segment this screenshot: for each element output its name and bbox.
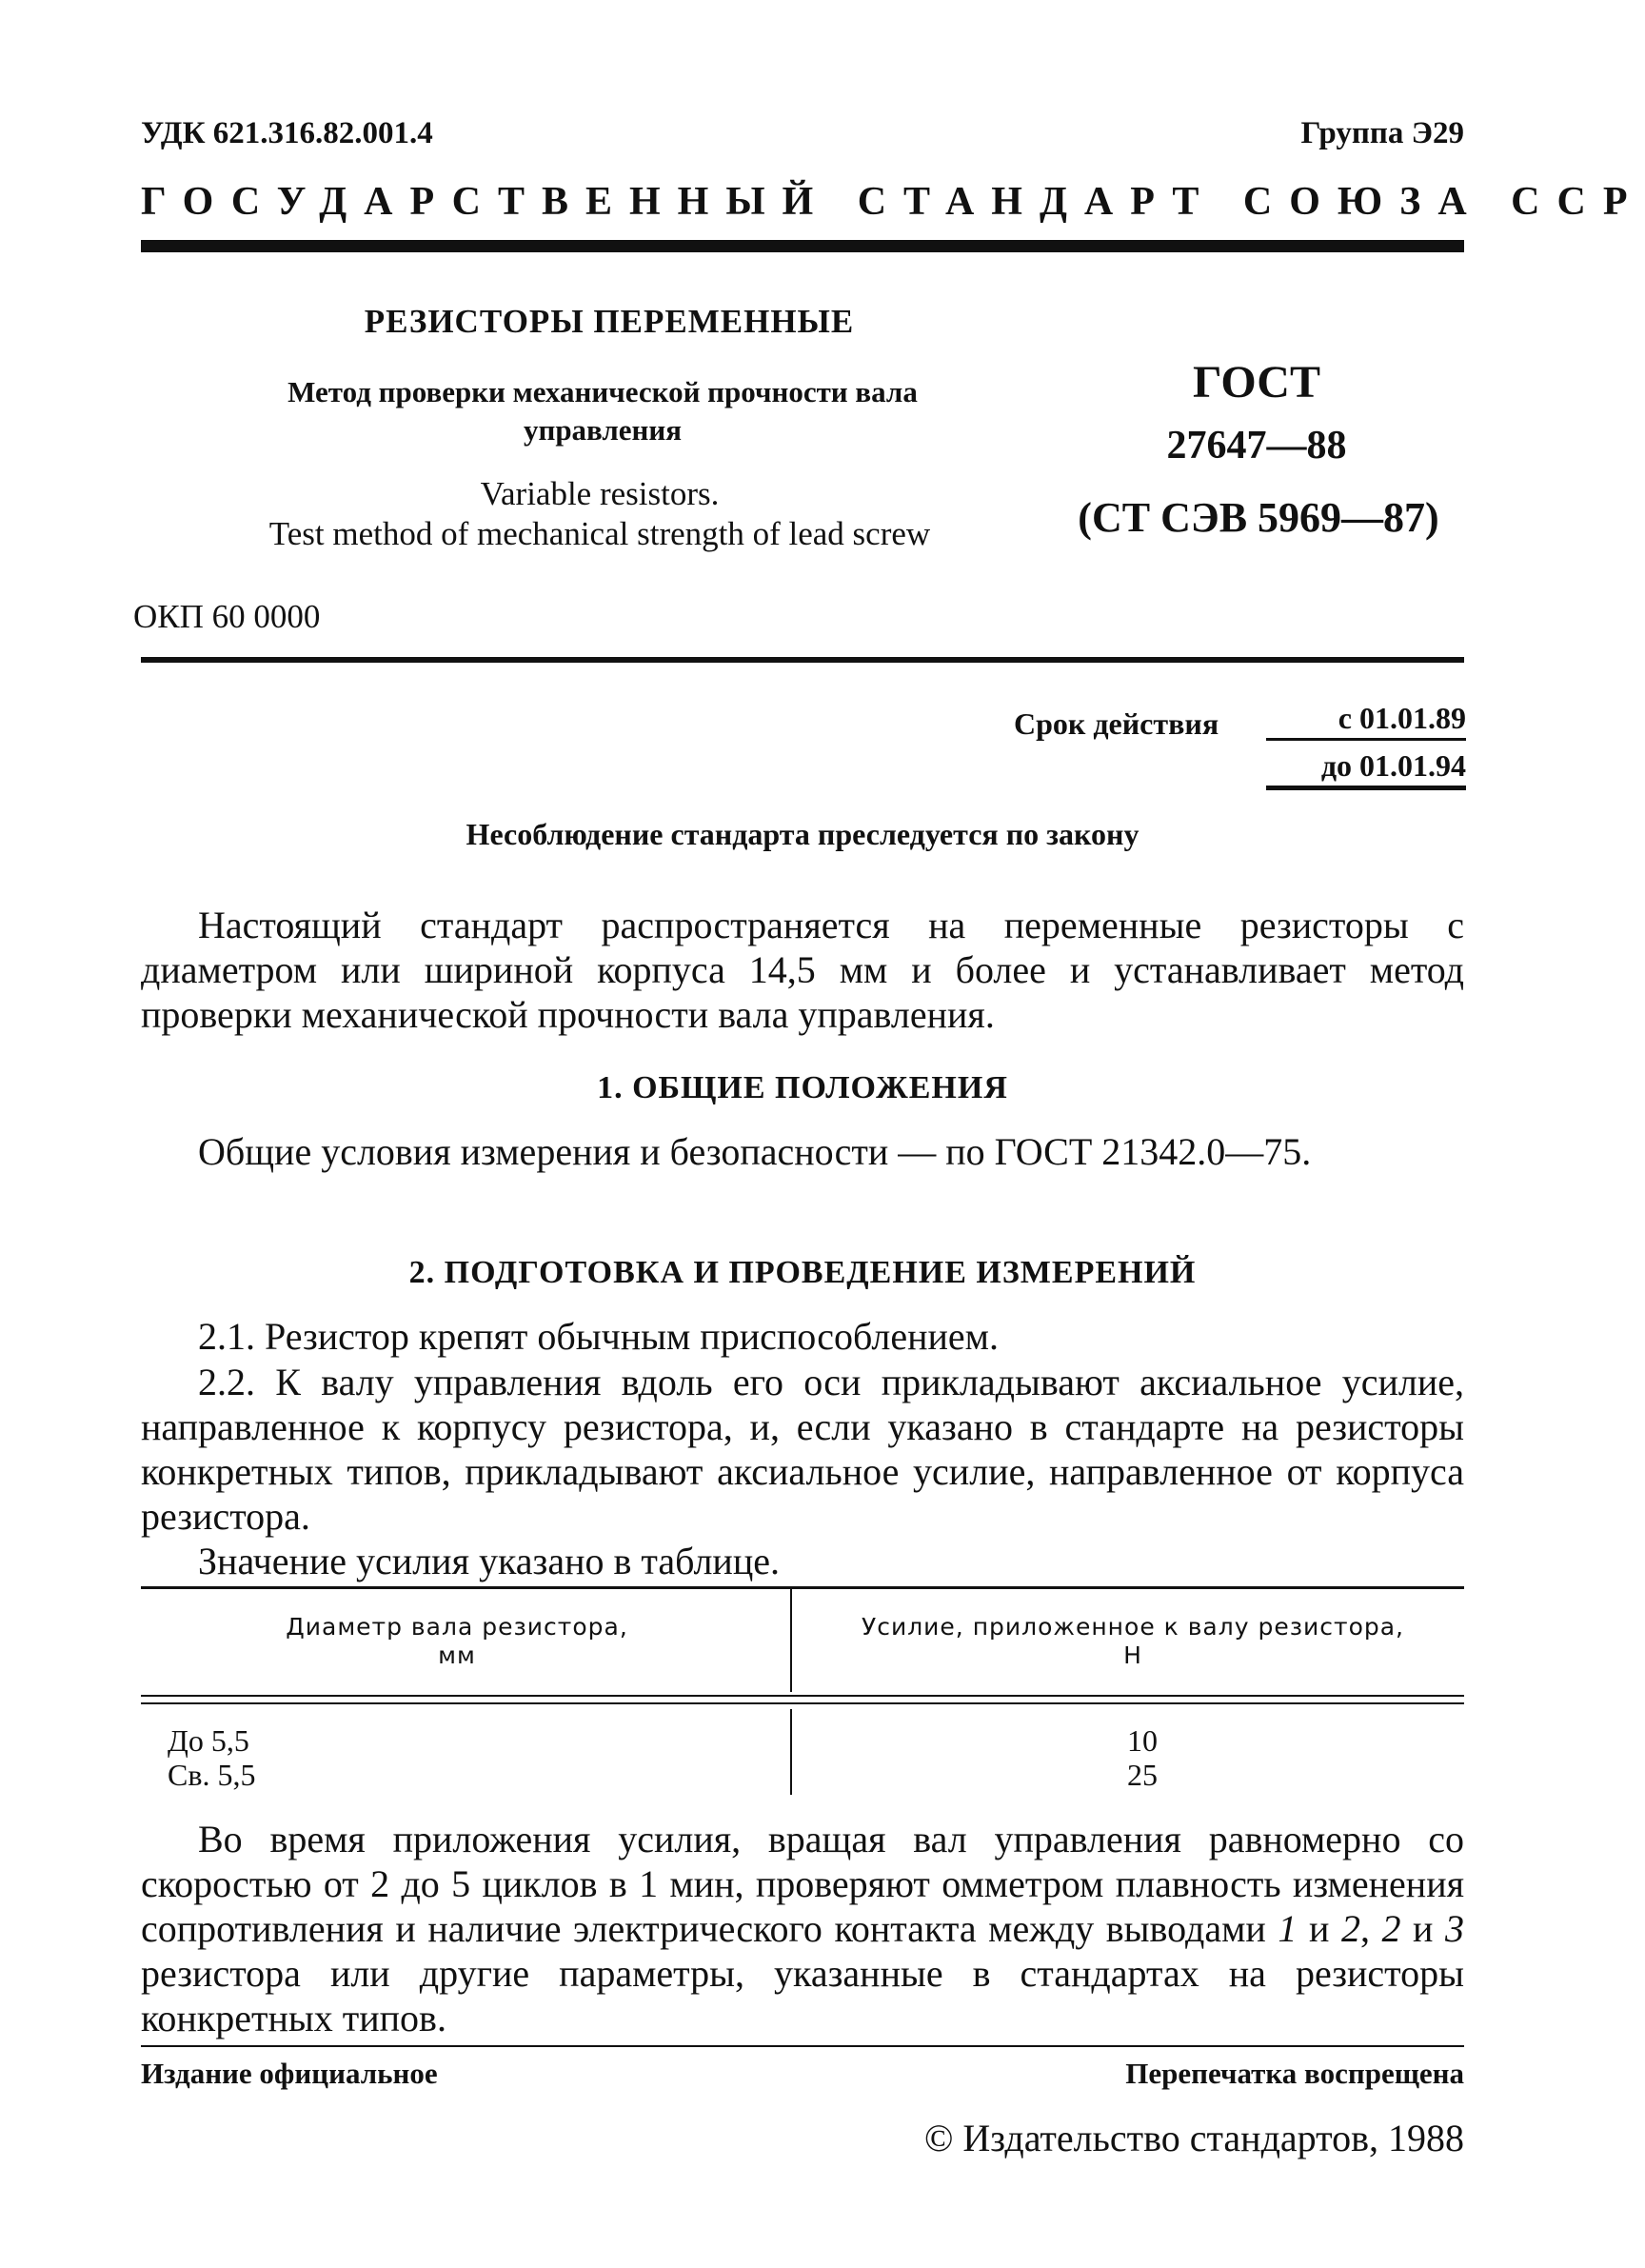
- publisher-name: Издательство стандартов, 1988: [962, 2117, 1464, 2159]
- table-column-divider: [790, 1589, 792, 1692]
- table-row-2-force: 25: [1127, 1758, 1158, 1792]
- official-edition: Издание официальное: [141, 2057, 438, 2090]
- terminal-3: 3: [1445, 1907, 1465, 1950]
- okp-code: ОКП 60 0000: [133, 598, 321, 635]
- table-row-1-force: 10: [1127, 1723, 1158, 1758]
- group-code: Группа Э29: [1300, 116, 1464, 150]
- header-row: [141, 116, 1464, 164]
- table-header-diameter-line-1: Диаметр вала резистора,: [286, 1613, 628, 1641]
- validity-to: до 01.01.94: [1266, 748, 1466, 790]
- section-1-heading: 1. ОБЩИЕ ПОЛОЖЕНИЯ: [597, 1070, 1008, 1105]
- reprint-prohibited: Перепечатка воспрещена: [1125, 2057, 1464, 2090]
- table-header-rule-2: [141, 1702, 1464, 1704]
- table-top-rule: [141, 1586, 1464, 1589]
- intro-paragraph: Настоящий стандарт распространяется на переменные резисторы с диаметром или шириной корпуса 14,5 мм и более и устанавливает метод проверки механической прочности вала управления.: [141, 904, 1464, 1036]
- table-header-diameter: [171, 1613, 743, 1670]
- validity-label: Срок действия: [1014, 706, 1219, 741]
- terminal-2b: 2: [1381, 1907, 1401, 1950]
- table-row-2-diameter: Св. 5,5: [168, 1758, 256, 1792]
- after-table-comma: ,: [1359, 1907, 1382, 1950]
- after-table-and-2: и: [1400, 1907, 1446, 1950]
- table-header-rule-1: [141, 1695, 1464, 1697]
- validity-from: с 01.01.89: [1266, 701, 1466, 741]
- publisher-line: [781, 2116, 1464, 2160]
- footer-rule: [141, 2045, 1464, 2047]
- gost-number: 27647—88: [1166, 424, 1347, 468]
- law-notice: Несоблюдение стандарта преследуется по закону: [466, 817, 1140, 851]
- terminal-1: 1: [1278, 1907, 1298, 1950]
- sev-number: (СТ СЭВ 5969—87): [1078, 494, 1439, 541]
- header-rule: [141, 240, 1464, 252]
- terminal-2a: 2: [1340, 1907, 1360, 1950]
- table-row-1-diameter: До 5,5: [168, 1723, 249, 1758]
- subtitle-russian: Метод проверки механической прочности вала управления: [287, 375, 918, 447]
- section-2-heading: 2. ПОДГОТОВКА И ПРОВЕДЕНИЕ ИЗМЕРЕНИЙ: [408, 1255, 1197, 1290]
- paragraph-2-2: 2.2. К валу управления вдоль его оси прикладывают аксиальное усилие, направленное к корпусу резистора, и, если указано в стандарте на резисторы конкретных типов, прикладывают аксиальное усилие, направленное от корпуса резистора.: [141, 1361, 1464, 1538]
- udk-code: УДК 621.316.82.001.4: [141, 116, 433, 150]
- subtitle-english: [181, 474, 1019, 554]
- copyright-icon: ©: [923, 2117, 954, 2159]
- table-header-diameter-unit: мм: [438, 1641, 476, 1669]
- subtitle-english-line-2: Test method of mechanical strength of lead screw: [268, 515, 931, 552]
- gost-label: ГОСТ: [1193, 357, 1320, 408]
- after-table-paragraph: [141, 1817, 1464, 2040]
- state-standard-heading: ГОСУДАРСТВЕННЫЙ СТАНДАРТ СОЮЗА ССР: [141, 180, 1645, 224]
- document-title: РЕЗИСТОРЫ ПЕРЕМЕННЫЕ: [364, 303, 855, 340]
- section-1-body: Общие условия измерения и безопасности — по ГОСТ 21342.0—75.: [198, 1130, 1312, 1173]
- table-header-force-line-1: Усилие, приложенное к валу резистора,: [861, 1613, 1405, 1641]
- paragraph-2-1: 2.1. Резистор крепят обычным приспособлением.: [198, 1315, 999, 1358]
- title-block-rule: [141, 657, 1464, 663]
- subtitle-english-line-1: Variable resistors.: [480, 475, 720, 512]
- after-table-text-2: резистора или другие параметры, указанные в стандартах на резисторы конкретных типов.: [141, 1952, 1464, 2039]
- table-header-force-unit: Н: [1123, 1641, 1142, 1669]
- after-table-and-1: и: [1297, 1907, 1341, 1950]
- after-table-text-1: Во время приложения усилия, вращая вал управления равномерно со скоростью от 2 до 5 циклов в 1 мин, проверяют омметром плавность изменения сопротивления и наличие электрического контакта между выводами: [141, 1818, 1464, 1950]
- table-intro: Значение усилия указано в таблице.: [198, 1540, 780, 1582]
- table-column-divider-body: [790, 1709, 792, 1795]
- table-header-force: [828, 1613, 1437, 1670]
